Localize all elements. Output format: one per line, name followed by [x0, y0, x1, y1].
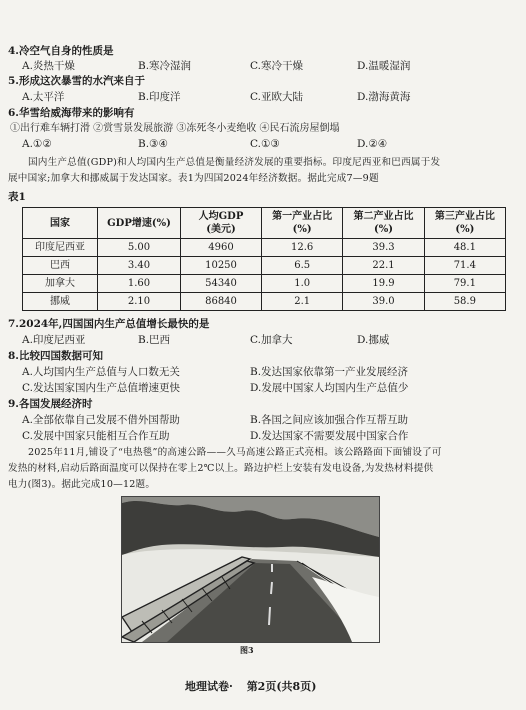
question-8-stem: 8.比较四国数据可知 — [8, 350, 103, 362]
cell-secondary: 39.0 — [343, 293, 424, 311]
header-country: 国家 — [23, 208, 98, 239]
table-row — [23, 293, 506, 311]
q8-option-b: B.发达国家依靠第一产业发展经济 — [250, 366, 409, 378]
q8-option-c: C.发达国家国内生产总值增速更快 — [22, 382, 180, 394]
table-row — [23, 239, 506, 257]
passage-2-line-1: 2025年11月,铺设了“电热毯”的高速公路——久马高速公路正式亮相。该公路路面下面铺设了可 — [28, 447, 442, 458]
q6-statements: ①出行难车辆打滑 ②赏雪景发展旅游 ③冻死冬小麦绝收 ④民石流房屋倒塌 — [10, 123, 340, 134]
cell-secondary: 39.3 — [343, 239, 424, 257]
economic-data-table — [22, 207, 506, 311]
q5-option-b: B.印度洋 — [138, 91, 181, 103]
highway-photo-drawing — [122, 497, 379, 642]
header-primary-share: 第一产业占比 (%) — [262, 208, 343, 239]
cell-gdp-growth: 5.00 — [98, 239, 181, 257]
cell-primary: 12.6 — [262, 239, 343, 257]
cell-tertiary: 58.9 — [424, 293, 505, 311]
cell-secondary: 19.9 — [343, 275, 424, 293]
q4-option-b: B.寒冷湿润 — [138, 60, 192, 72]
question-7-stem: 7.2024年,四国国内生产总值增长最快的是 — [8, 318, 210, 330]
q9-option-d: D.发达国家不需要发展中国家合作 — [250, 430, 409, 442]
footer-subject: 地理试卷· — [185, 680, 233, 693]
q4-option-c: C.寒冷干燥 — [250, 60, 303, 72]
cell-gdp-per-capita: 10250 — [181, 257, 262, 275]
table-row — [23, 257, 506, 275]
header-tertiary-share: 第三产业占比 (%) — [424, 208, 505, 239]
question-4-stem: 4.冷空气自身的性质是 — [8, 45, 114, 57]
cell-gdp-growth: 1.60 — [98, 275, 181, 293]
cell-gdp-per-capita: 54340 — [181, 275, 262, 293]
cell-tertiary: 48.1 — [424, 239, 505, 257]
q4-option-a: A.炎热干燥 — [22, 60, 75, 72]
cell-tertiary: 71.4 — [424, 257, 505, 275]
cell-secondary: 22.1 — [343, 257, 424, 275]
cell-primary: 2.1 — [262, 293, 343, 311]
footer-page-number: 第2页(共8页) — [246, 680, 317, 693]
passage-2-line-3: 电力(图3)。据此完成10—12题。 — [8, 479, 156, 490]
q4-option-d: D.温暖湿润 — [357, 60, 411, 72]
figure-caption: 图3 — [240, 645, 254, 655]
cell-country: 挪威 — [23, 293, 98, 311]
q8-option-d: D.发展中国家人均国内生产总值少 — [250, 382, 409, 394]
cell-gdp-per-capita: 86840 — [181, 293, 262, 311]
q6-option-d: D.②④ — [357, 138, 388, 150]
header-secondary-share: 第二产业占比 (%) — [343, 208, 424, 239]
question-9-stem: 9.各国发展经济时 — [8, 398, 93, 410]
header-gdp-growth: GDP增速(%) — [98, 208, 181, 239]
cell-country: 印度尼西亚 — [23, 239, 98, 257]
passage-1-line-2: 展中国家;加拿大和挪威属于发达国家。表1为四国2024年经济数据。据此完成7—9题 — [8, 173, 379, 184]
q5-option-d: D.渤海黄海 — [357, 91, 411, 103]
cell-tertiary: 79.1 — [424, 275, 505, 293]
q7-option-b: B.巴西 — [138, 334, 171, 346]
q8-option-a: A.人均国内生产总值与人口数无关 — [22, 366, 180, 378]
highway-photo — [121, 496, 380, 643]
cell-gdp-growth: 3.40 — [98, 257, 181, 275]
header-gdp-per-capita: 人均GDP (美元) — [181, 208, 262, 239]
cell-gdp-per-capita: 4960 — [181, 239, 262, 257]
q6-option-b: B.③④ — [138, 138, 168, 150]
table-header-row — [23, 208, 506, 239]
cell-primary: 1.0 — [262, 275, 343, 293]
passage-2-line-2: 发热的材料,启动后路面温度可以保持在零上2℃以上。路边护栏上安装有发电设备,为发热材料提供 — [8, 463, 434, 474]
question-5-stem: 5.形成这次暴雪的水汽来自于 — [8, 75, 145, 87]
q9-option-c: C.发展中国家只能相互合作互助 — [22, 430, 170, 442]
table-title: 表1 — [8, 191, 26, 203]
page-footer — [185, 678, 326, 694]
q9-option-a: A.全部依靠自己发展不借外国帮助 — [22, 414, 180, 426]
q7-option-d: D.挪威 — [357, 334, 390, 346]
q6-option-c: C.①③ — [250, 138, 280, 150]
cell-gdp-growth: 2.10 — [98, 293, 181, 311]
cell-primary: 6.5 — [262, 257, 343, 275]
cell-country: 加拿大 — [23, 275, 98, 293]
q5-option-a: A.太平洋 — [22, 91, 65, 103]
passage-1-line-1: 国内生产总值(GDP)和人均国内生产总值是衡量经济发展的重要指标。印度尼西亚和巴西属于发 — [28, 157, 441, 168]
cell-country: 巴西 — [23, 257, 98, 275]
q6-option-a: A.①② — [22, 138, 52, 150]
question-6-stem: 6.华雪给威海带来的影响有 — [8, 107, 135, 119]
q7-option-c: C.加拿大 — [250, 334, 293, 346]
table-row — [23, 275, 506, 293]
q9-option-b: B.各国之间应该加强合作互帮互助 — [250, 414, 409, 426]
q5-option-c: C.亚欧大陆 — [250, 91, 303, 103]
q7-option-a: A.印度尼西亚 — [22, 334, 86, 346]
